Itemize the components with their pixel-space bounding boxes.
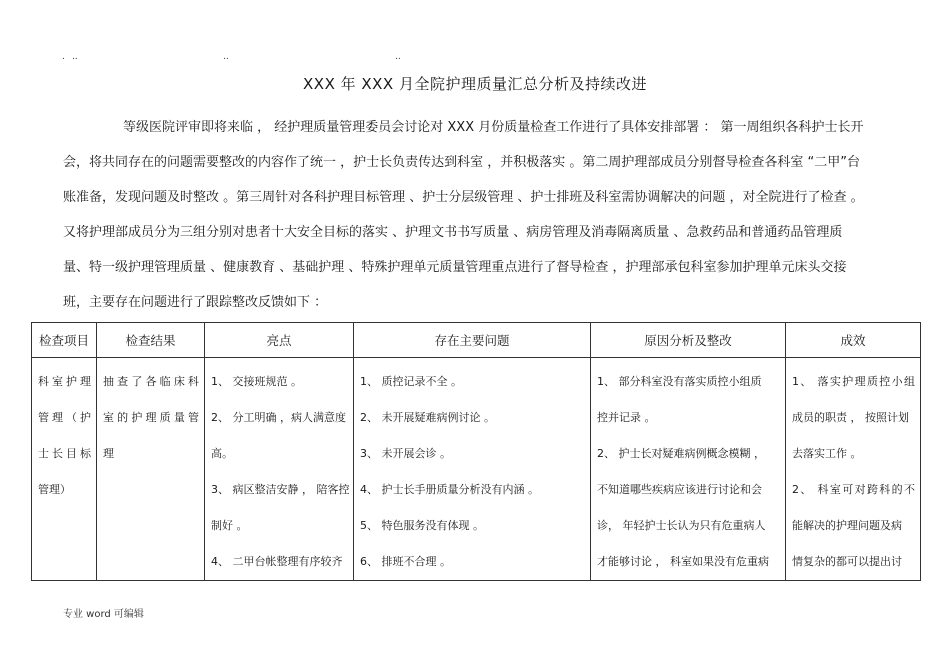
cell-line: 2、 分工明确 ，病人满意度 <box>211 411 346 424</box>
table-row <box>32 358 921 581</box>
cell-line: 4、 二甲台帐整理有序较齐 <box>211 555 343 568</box>
cell-line: 1、 交接班规范 。 <box>211 375 302 388</box>
header-cause-analysis: 原因分析及整改 <box>591 323 786 358</box>
header-mark: .. <box>223 52 229 62</box>
cell-line: 6、 排班不合理 。 <box>360 555 451 568</box>
cell-line: 4、 护士长手册质量分析没有内涵 。 <box>360 483 539 496</box>
paragraph-line: 会，将共同存在的问题需要整改的内容作了统一 ，护士长负责传达到科室 ，并积极落实 。第二周护理部成员分别督导检查各科室 “二甲”台 <box>63 155 860 170</box>
paragraph-line: 等级医院评审即将来临 ， 经护理质量管理委员会讨论对 XXX 月份质量检查工作进行了具体安排部署 ： 第一周组织各科护士长开 <box>123 120 864 135</box>
cell-line: 3、 病区整洁安静 ， 陪客控 <box>211 483 350 496</box>
cell-line: 1、 落实护理质控小组 <box>792 375 915 388</box>
cell-line: 2、 护士长对疑难病例概念模糊 ， <box>597 447 765 460</box>
header-main-problems: 存在主要问题 <box>354 323 591 358</box>
cell-line: 制好 。 <box>211 519 248 532</box>
cell-line: 诊， 年轻护士长认为只有危重病人 <box>597 519 766 532</box>
table-header-row <box>32 323 921 358</box>
header-check-item: 检查项目 <box>32 323 97 358</box>
header-marks <box>60 52 420 62</box>
quality-table <box>31 322 921 581</box>
cell-line: 理 <box>103 447 114 460</box>
intro-paragraph <box>63 110 891 320</box>
cell-line: 情复杂的都可以提出讨 <box>792 555 902 568</box>
cell-line: 2、 未开展疑难病例讨论 。 <box>360 411 495 424</box>
header-mark: .. <box>72 52 78 62</box>
cell-check-result <box>97 358 205 581</box>
cell-effect <box>786 358 921 581</box>
cell-highlights <box>205 358 354 581</box>
cell-line: 能解决的护理问题及病 <box>792 519 902 532</box>
header-mark: . <box>62 52 65 62</box>
cell-line: 士长目标 <box>38 447 91 460</box>
header-check-result: 检查结果 <box>97 323 205 358</box>
cell-cause-analysis <box>591 358 786 581</box>
cell-line: 2、 科室可对跨科的不 <box>792 483 915 496</box>
paragraph-line: 又将护理部成员分为三组分别对患者十大安全目标的落实 、护理文书书写质量 、病房管理及消毒隔离质量 、急救药品和普通药品管理质 <box>63 225 843 240</box>
header-highlights: 亮点 <box>205 323 354 358</box>
cell-line: 科室护理 <box>38 375 91 388</box>
paragraph-line: 量、特一级护理管理质量 、健康教育 、基础护理 、特殊护理单元质量管理重点进行了督导检查 ，护理部承包科室参加护理单元床头交接 <box>63 260 847 275</box>
cell-line: 抽查了各临床科 <box>103 375 199 388</box>
cell-line: 3、 未开展会诊 。 <box>360 447 451 460</box>
header-mark: .. <box>395 52 401 62</box>
cell-line: 才能够讨论 ， 科室如果没有危重病 <box>597 555 769 568</box>
cell-line: 高。 <box>211 447 233 460</box>
paragraph-line: 账准备，发现问题及时整改 。第三周针对各科护理目标管理 、护士分层级管理 、护士排班及科室需协调解决的问题 ，对全院进行了检查 。 <box>63 190 864 205</box>
cell-line: 1、 质控记录不全 。 <box>360 375 462 388</box>
cell-line: 去落实工作 。 <box>792 447 862 460</box>
cell-line: 管理（护 <box>38 411 91 424</box>
cell-main-problems <box>354 358 591 581</box>
cell-line: 1、 部分科室没有落实质控小组质 <box>597 375 762 388</box>
cell-line: 室的护理质量管 <box>103 411 199 424</box>
cell-check-item <box>32 358 97 581</box>
cell-line: 不知道哪些疾病应该进行讨论和会 <box>597 483 762 496</box>
cell-line: 成员的职责 ， 按照计划 <box>792 411 909 424</box>
footer-note: 专业 word 可编辑 <box>63 609 144 620</box>
cell-line: 控并记录 。 <box>597 411 656 424</box>
header-effect: 成效 <box>786 323 921 358</box>
cell-line: 管理） <box>38 483 71 496</box>
document-title: XXX 年 XXX 月全院护理质量汇总分析及持续改进 <box>303 75 647 93</box>
cell-line: 5、 特色服务没有体现 。 <box>360 519 484 532</box>
paragraph-line: 班，主要存在问题进行了跟踪整改反馈如下 ： <box>63 295 328 310</box>
